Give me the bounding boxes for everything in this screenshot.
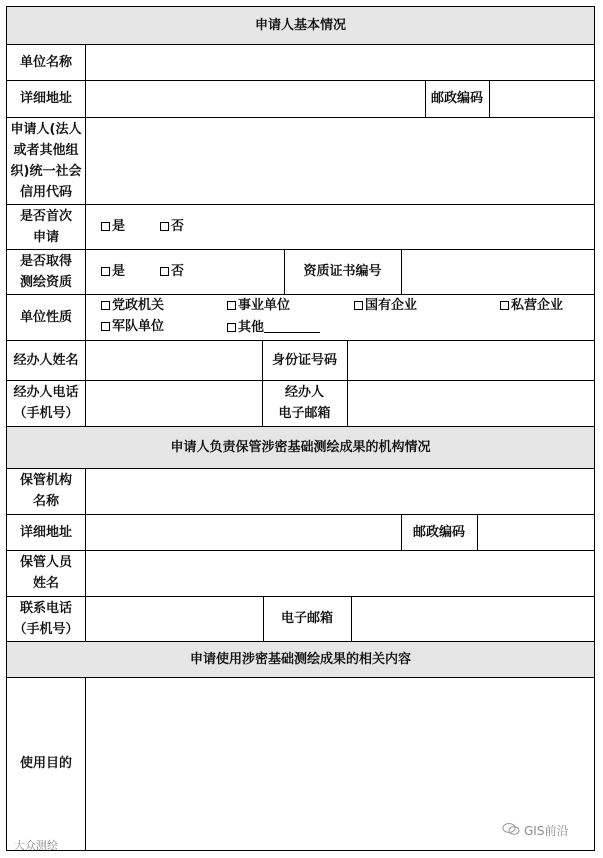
contact-email-label: 电子邮箱 <box>280 611 333 626</box>
first-apply-yes-text: 是 <box>112 219 126 234</box>
qualified-yes-text: 是 <box>112 264 126 279</box>
keeper-name-label-line-2: 姓名 <box>32 576 59 591</box>
keeper-name-label-line-1: 保管人员 <box>19 555 72 570</box>
org-name-label-line-2: 名称 <box>32 494 59 509</box>
unit-type-option-text: 事业单位 <box>238 298 291 313</box>
unit-type-option-military[interactable] <box>101 319 164 335</box>
checkbox-icon[interactable] <box>160 222 169 231</box>
org-name-field[interactable] <box>86 469 594 514</box>
unit-type-option-text: 军队单位 <box>112 319 165 334</box>
unit-name-field[interactable] <box>86 45 594 80</box>
checkbox-icon[interactable] <box>500 301 509 310</box>
first-apply-label <box>7 204 85 249</box>
org-postcode-label: 邮政编码 <box>412 524 465 540</box>
agent-email-label <box>262 380 347 426</box>
unit-type-option-party[interactable] <box>101 298 164 314</box>
watermark-right: GIS前沿 <box>524 824 569 838</box>
unit-name-label: 单位名称 <box>19 54 72 70</box>
org-address-label: 详细地址 <box>19 524 72 540</box>
qualified-label-line-2: 测绘资质 <box>19 274 72 290</box>
unit-type-option-state-owned[interactable] <box>354 298 417 314</box>
postcode-label: 邮政编码 <box>430 91 483 106</box>
checkbox-icon[interactable] <box>101 222 110 231</box>
purpose-label: 使用目的 <box>19 756 72 771</box>
credit-code-field[interactable] <box>86 118 594 204</box>
credit-code-label <box>7 117 85 204</box>
other-blank-line[interactable] <box>264 319 320 333</box>
first-apply-label-line-2: 申请 <box>32 229 59 245</box>
contact-phone-label-line-2: （手机号） <box>13 621 79 637</box>
checkbox-icon[interactable] <box>227 301 236 310</box>
agent-phone-label-line-2: （手机号） <box>13 406 79 421</box>
checkbox-icon[interactable] <box>160 267 169 276</box>
checkbox-icon[interactable] <box>101 301 110 310</box>
checkbox-icon[interactable] <box>101 267 110 276</box>
address-field[interactable] <box>86 81 425 117</box>
agent-name-field[interactable] <box>86 341 262 380</box>
checkbox-icon[interactable] <box>354 301 363 310</box>
id-no-label: 身份证号码 <box>271 352 337 368</box>
agent-email-label-line-2: 电子邮箱 <box>278 406 331 421</box>
credit-code-label-line-2: 或者其他组 <box>13 142 79 158</box>
contact-phone-label-line-1: 联系电话 <box>19 600 72 616</box>
qualified-label-line-1: 是否取得 <box>19 253 72 269</box>
agent-email-field[interactable] <box>348 381 594 426</box>
contact-phone-field[interactable] <box>86 597 263 641</box>
unit-type-option-text: 其他 <box>238 320 265 335</box>
org-name-label <box>7 468 85 514</box>
keeper-name-field[interactable] <box>86 551 594 596</box>
org-address-field[interactable] <box>86 515 401 550</box>
unit-type-option-private[interactable] <box>500 298 563 314</box>
first-apply-label-line-1: 是否首次 <box>19 208 72 224</box>
org-postcode-field[interactable] <box>478 515 594 550</box>
watermark-left: 大众测绘 <box>14 839 58 852</box>
unit-type-option-text: 国有企业 <box>365 298 418 313</box>
postcode-field[interactable] <box>490 81 594 117</box>
wechat-icon <box>502 823 520 835</box>
agent-email-label-line-1: 经办人 <box>284 385 324 400</box>
org-name-label-line-1: 保管机构 <box>19 473 72 488</box>
credit-code-label-line-3: 织)统一社会 <box>10 163 82 179</box>
agent-phone-field[interactable] <box>86 381 262 426</box>
unit-type-option-text: 私营企业 <box>511 298 564 313</box>
credit-code-label-line-4: 信用代码 <box>19 184 72 200</box>
qualified-yes-option[interactable] <box>101 264 125 280</box>
unit-type-label: 单位性质 <box>19 309 72 325</box>
section1-title: 申请人基本情况 <box>254 18 346 33</box>
agent-phone-label-line-1: 经办人电话 <box>13 385 79 400</box>
first-apply-no-option[interactable] <box>160 219 184 235</box>
keeper-name-label <box>7 550 85 596</box>
qualified-no-text: 否 <box>171 264 185 279</box>
unit-type-option-public-institution[interactable] <box>227 298 290 314</box>
qualified-label <box>7 249 85 294</box>
application-form <box>6 6 595 851</box>
qual-cert-no-field[interactable] <box>402 250 594 294</box>
contact-phone-label <box>7 596 85 641</box>
checkbox-icon[interactable] <box>227 323 236 332</box>
checkbox-icon[interactable] <box>101 322 110 331</box>
address-label: 详细地址 <box>19 91 72 106</box>
id-no-field[interactable] <box>348 341 594 380</box>
qual-cert-no-label: 资质证书编号 <box>303 264 382 279</box>
agent-phone-label <box>7 380 85 426</box>
first-apply-no-text: 否 <box>171 219 185 234</box>
agent-name-label: 经办人姓名 <box>13 352 79 368</box>
qualified-no-option[interactable] <box>160 264 184 280</box>
first-apply-yes-option[interactable] <box>101 219 125 235</box>
unit-type-option-other[interactable] <box>227 319 320 336</box>
credit-code-label-line-1: 申请人(法人 <box>10 121 82 137</box>
contact-email-field[interactable] <box>352 597 594 641</box>
unit-type-option-text: 党政机关 <box>112 298 165 313</box>
section2-title: 申请人负责保管涉密基础测绘成果的机构情况 <box>170 439 431 455</box>
section3-title: 申请使用涉密基础测绘成果的相关内容 <box>189 651 411 667</box>
